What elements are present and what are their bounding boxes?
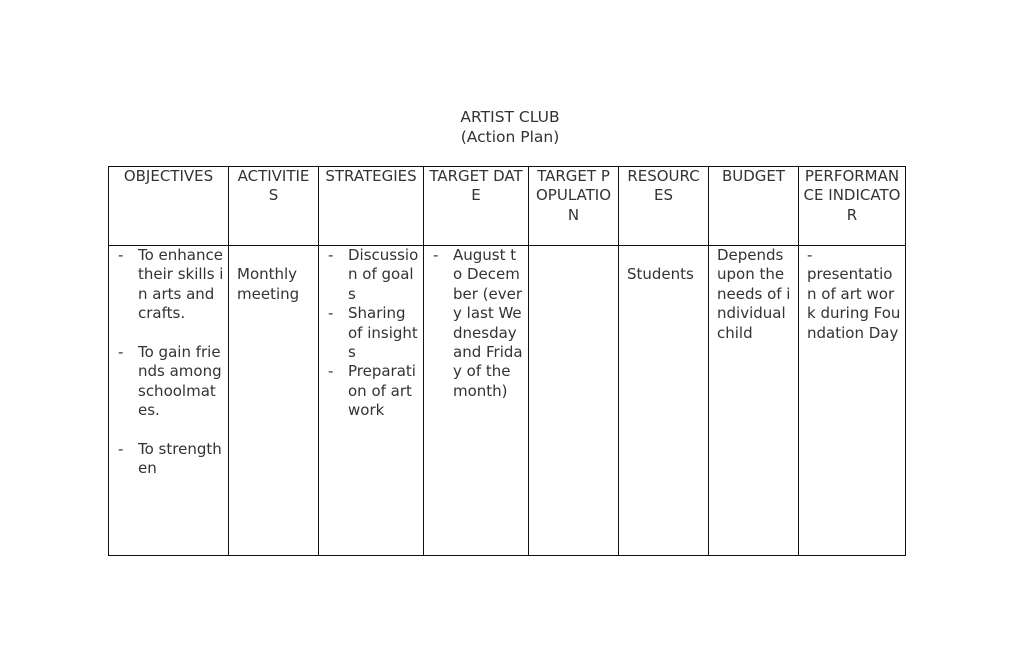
cell-target-date bbox=[424, 246, 529, 556]
header-target-population: TARGET POPULATION bbox=[529, 167, 619, 246]
header-performance-indicator: PERFORMANCE INDICATOR bbox=[799, 167, 906, 246]
performance-indicator-dash: - bbox=[807, 246, 813, 264]
list-item: - August to December (every last Wednesday and Friday of the month) bbox=[432, 246, 524, 401]
header-target-date: TARGET DATE bbox=[424, 167, 529, 246]
cell-resources bbox=[619, 246, 709, 556]
performance-indicator-text: presentation of art work during Foundation Day bbox=[807, 265, 901, 342]
header-objectives: OBJECTIVES bbox=[109, 167, 229, 246]
header-strategies: STRATEGIES bbox=[319, 167, 424, 246]
list-item: - To strengthen bbox=[117, 440, 224, 479]
header-activities: ACTIVITIES bbox=[229, 167, 319, 246]
budget-text: Depends upon the needs of individual child bbox=[717, 246, 791, 342]
activities-text: Monthly meeting bbox=[237, 265, 300, 303]
cell-performance-indicator bbox=[799, 246, 906, 556]
strategies-list bbox=[327, 246, 419, 421]
document-subtitle: (Action Plan) bbox=[460, 128, 560, 146]
objectives-list bbox=[117, 246, 224, 479]
list-item: - To gain friends among schoolmates. bbox=[117, 343, 224, 421]
cell-strategies bbox=[319, 246, 424, 556]
list-item: - Sharing of insights bbox=[327, 304, 419, 362]
action-plan-table bbox=[108, 166, 906, 556]
target-date-list bbox=[432, 246, 524, 401]
resources-text: Students bbox=[627, 265, 694, 284]
document-title-block bbox=[0, 107, 1020, 147]
cell-objectives bbox=[109, 246, 229, 556]
table-header-row bbox=[109, 167, 906, 246]
header-budget: BUDGET bbox=[709, 167, 799, 246]
table-row bbox=[109, 246, 906, 556]
cell-target-population bbox=[529, 246, 619, 556]
cell-budget bbox=[709, 246, 799, 556]
header-resources: RESOURCES bbox=[619, 167, 709, 246]
document-title: ARTIST CLUB bbox=[460, 108, 560, 126]
list-item: - Discussion of goals bbox=[327, 246, 419, 304]
list-item: - To enhance their skills in arts and crafts. bbox=[117, 246, 224, 324]
list-item: - Preparation of art work bbox=[327, 362, 419, 420]
cell-activities bbox=[229, 246, 319, 556]
